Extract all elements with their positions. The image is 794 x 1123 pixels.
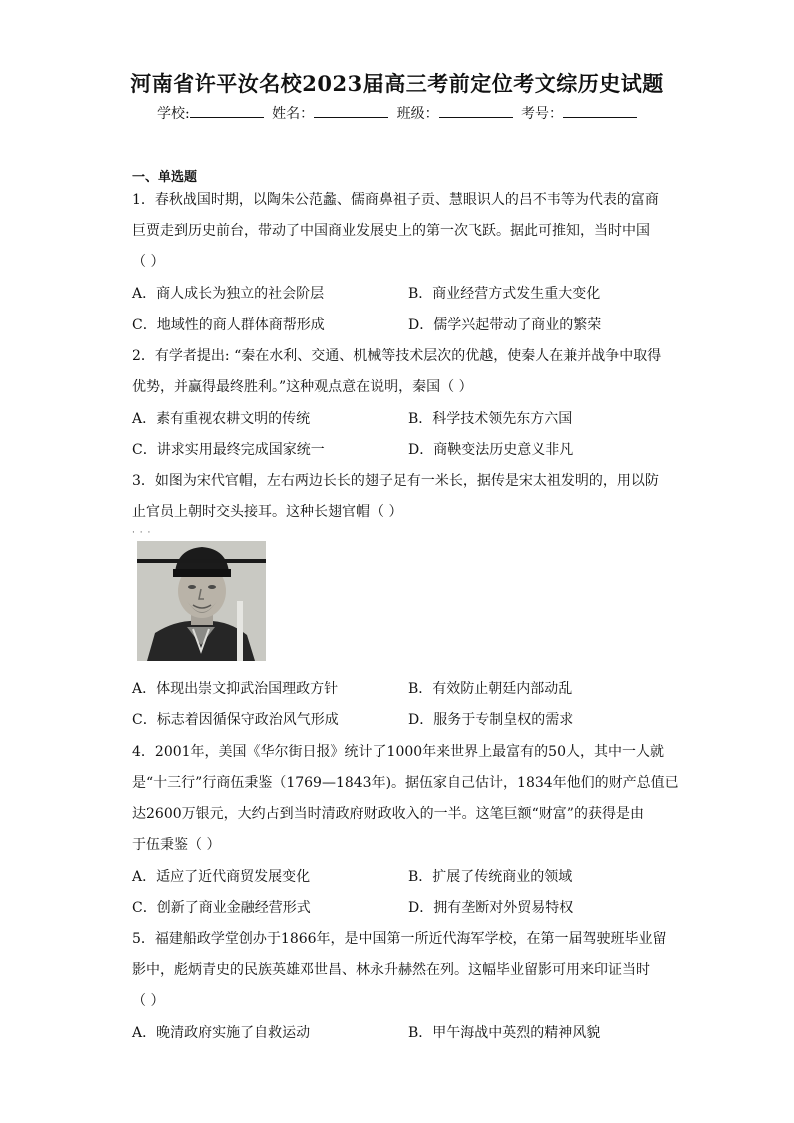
question-2-options (132, 404, 692, 466)
section-title: 一、单选题 (132, 170, 198, 185)
question-5-line: 5．福建船政学堂创办于1866年，是中国第一所近代海军学校，在第一届驾驶班毕业留 (132, 931, 667, 947)
option-d[interactable]: D．服务于专制皇权的需求 (408, 712, 574, 728)
class-label: 班级： (396, 106, 439, 122)
student-info-row (0, 103, 794, 123)
option-c[interactable]: C．标志着因循保守政治风气形成 (132, 712, 339, 728)
option-c[interactable]: C．地域性的商人群体商帮形成 (132, 317, 325, 333)
song-official-hat-portrait (137, 541, 266, 661)
option-d[interactable]: D．商鞅变法历史意义非凡 (408, 442, 574, 458)
question-3-line: 3．如图为宋代官帽，左右两边长长的翅子足有一米长，据传是宋太祖发明的，用以防 (132, 473, 659, 489)
option-a[interactable]: A．商人成长为独立的社会阶层 (132, 286, 325, 302)
question-4-options (132, 862, 692, 924)
question-4-line: 于伍秉鉴（ ） (132, 837, 221, 853)
option-a[interactable]: A．体现出崇文抑武治国理政方针 (132, 681, 339, 697)
question-1-line: （ ） (132, 254, 165, 270)
question-2-stem (132, 341, 662, 403)
option-b[interactable]: B．商业经营方式发生重大变化 (408, 286, 601, 302)
question-5-options (132, 1018, 692, 1049)
class-blank[interactable] (439, 105, 513, 118)
page-title: 河南省许平汝名校2023届高三考前定位考文综历史试题 (130, 71, 664, 96)
option-b[interactable]: B．科学技术领先东方六国 (408, 411, 573, 427)
question-1-options (132, 279, 692, 341)
portrait-image (137, 541, 266, 661)
figure-marker: · · · (132, 528, 152, 538)
question-1-line: 1．春秋战国时期，以陶朱公范蠡、儒商鼻祖子贡、慧眼识人的吕不韦等为代表的富商 (132, 192, 659, 208)
question-5-line: （ ） (132, 993, 165, 1009)
question-4-line: 4．2001年，美国《华尔街日报》统计了1000年来世界上最富有的50人，其中一人就 (132, 744, 664, 760)
question-2-line: 优势，并赢得最终胜利。”这种观点意在说明，秦国（ ） (132, 379, 473, 395)
option-d[interactable]: D．儒学兴起带动了商业的繁荣 (408, 317, 602, 333)
question-3-line: 止官员上朝时交头接耳。这种长翅官帽（ ） (132, 504, 403, 520)
school-blank[interactable] (190, 105, 264, 118)
question-3-options (132, 674, 692, 736)
school-label: 学校: (156, 106, 190, 122)
question-3-stem (132, 466, 662, 528)
option-c[interactable]: C．创新了商业金融经营形式 (132, 900, 311, 916)
option-d[interactable]: D．拥有垄断对外贸易特权 (408, 900, 574, 916)
option-c[interactable]: C．讲求实用最终完成国家统一 (132, 442, 325, 458)
option-b[interactable]: B．扩展了传统商业的领域 (408, 869, 573, 885)
question-1-stem (132, 185, 662, 278)
exam-number-label: 考号： (521, 106, 564, 122)
question-5-line: 影中，彪炳青史的民族英雄邓世昌、林永升赫然在列。这幅毕业留影可用来印证当时 (132, 962, 650, 978)
name-label: 姓名： (272, 106, 315, 122)
option-a[interactable]: A．适应了近代商贸发展变化 (132, 869, 311, 885)
question-4-stem (132, 737, 679, 861)
option-b[interactable]: B．有效防止朝廷内部动乱 (408, 681, 573, 697)
option-b[interactable]: B．甲午海战中英烈的精神风貌 (408, 1025, 601, 1041)
question-4-line: 达2600万银元，大约占到当时清政府财政收入的一半。这笔巨额“财富”的获得是由 (132, 806, 644, 822)
option-a[interactable]: A．晚清政府实施了自救运动 (132, 1025, 311, 1041)
name-blank[interactable] (314, 105, 388, 118)
exam-number-blank[interactable] (563, 105, 637, 118)
question-5-stem (132, 924, 667, 1017)
question-2-line: 2．有学者提出: “秦在水利、交通、机械等技术层次的优越，使秦人在兼并战争中取得 (132, 348, 662, 364)
question-1-line: 巨贾走到历史前台，带动了中国商业发展史上的第一次飞跃。据此可推知，当时中国 (132, 223, 650, 239)
option-a[interactable]: A．素有重视农耕文明的传统 (132, 411, 311, 427)
question-4-line: 是“十三行”行商伍秉鉴（1769—1843年)。据伍家自己估计，1834年他们的财产总值已 (132, 775, 679, 791)
